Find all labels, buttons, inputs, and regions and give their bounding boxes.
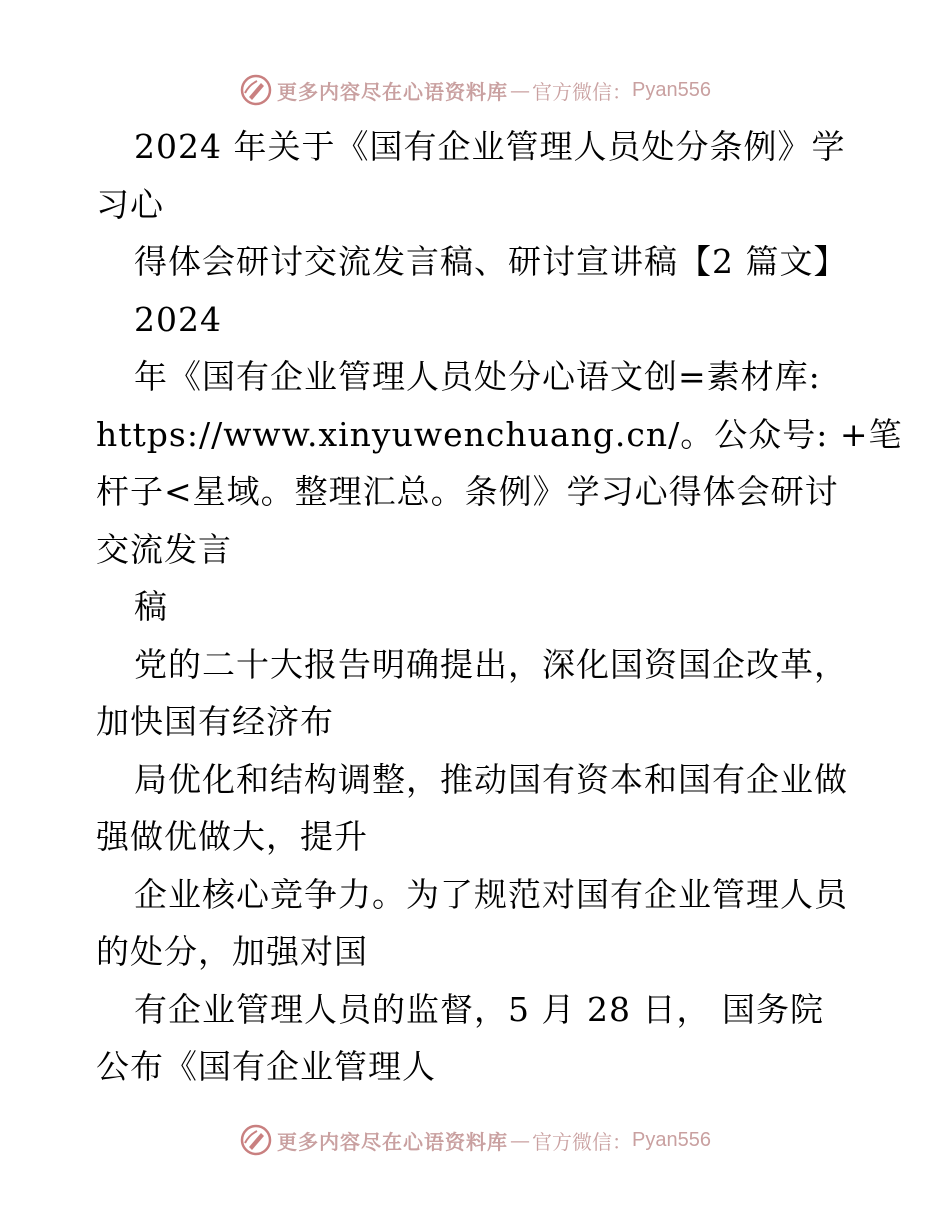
text-line: 年《国有企业管理人员处分心语文创=素材库: (134, 357, 821, 396)
text-line: 2024 (134, 299, 222, 339)
watermark-wechat-id: Pyan556 (632, 1128, 711, 1151)
watermark-wechat-label: 官方微信： (532, 1129, 633, 1154)
text-line: 杆子<星域。整理汇总。条例》学习心得体会研讨 (96, 472, 839, 511)
text-line: 企业核心竞争力。为了规范对国有企业管理人员 (134, 874, 848, 914)
text-line: https://www.xinyuwenchuang.cn/。公众号: +笔 (96, 414, 903, 454)
text-line: 稿 (134, 587, 168, 626)
pen-logo-icon (239, 73, 273, 107)
text-line: 公布《国有企业管理人 (96, 1047, 436, 1086)
text-line: 局优化和结构调整，推动国有资本和国有企业做 (134, 759, 848, 799)
text-line: 习心 (96, 184, 164, 224)
text-line: 交流发言 (96, 529, 232, 569)
document-body (96, 118, 903, 1096)
text-line: 的处分，加强对国 (96, 932, 368, 971)
text-line: 强做优做大，提升 (96, 817, 368, 856)
pen-logo-icon (239, 1123, 273, 1157)
watermark-text: 更多内容尽在心语资料库 (277, 79, 509, 104)
watermark-wechat-label: 官方微信： (532, 79, 633, 104)
watermark-wechat-id: Pyan556 (632, 78, 711, 101)
footer-watermark (0, 1120, 950, 1160)
text-line: 加快国有经济布 (96, 702, 334, 741)
text-line: 党的二十大报告明确提出，深化国资国企改革， (134, 644, 848, 684)
header-watermark (0, 70, 950, 110)
watermark-dash: — (510, 78, 531, 102)
watermark-dash: — (510, 1128, 531, 1152)
text-line: 2024 年关于《国有企业管理人员处分条例》学 (134, 127, 846, 166)
text-line: 有企业管理人员的监督，5 月 28 日， 国务院 (134, 989, 824, 1029)
watermark-text: 更多内容尽在心语资料库 (277, 1129, 509, 1154)
text-line: 得体会研讨交流发言稿、研讨宣讲稿【2 篇文】 (134, 242, 848, 281)
